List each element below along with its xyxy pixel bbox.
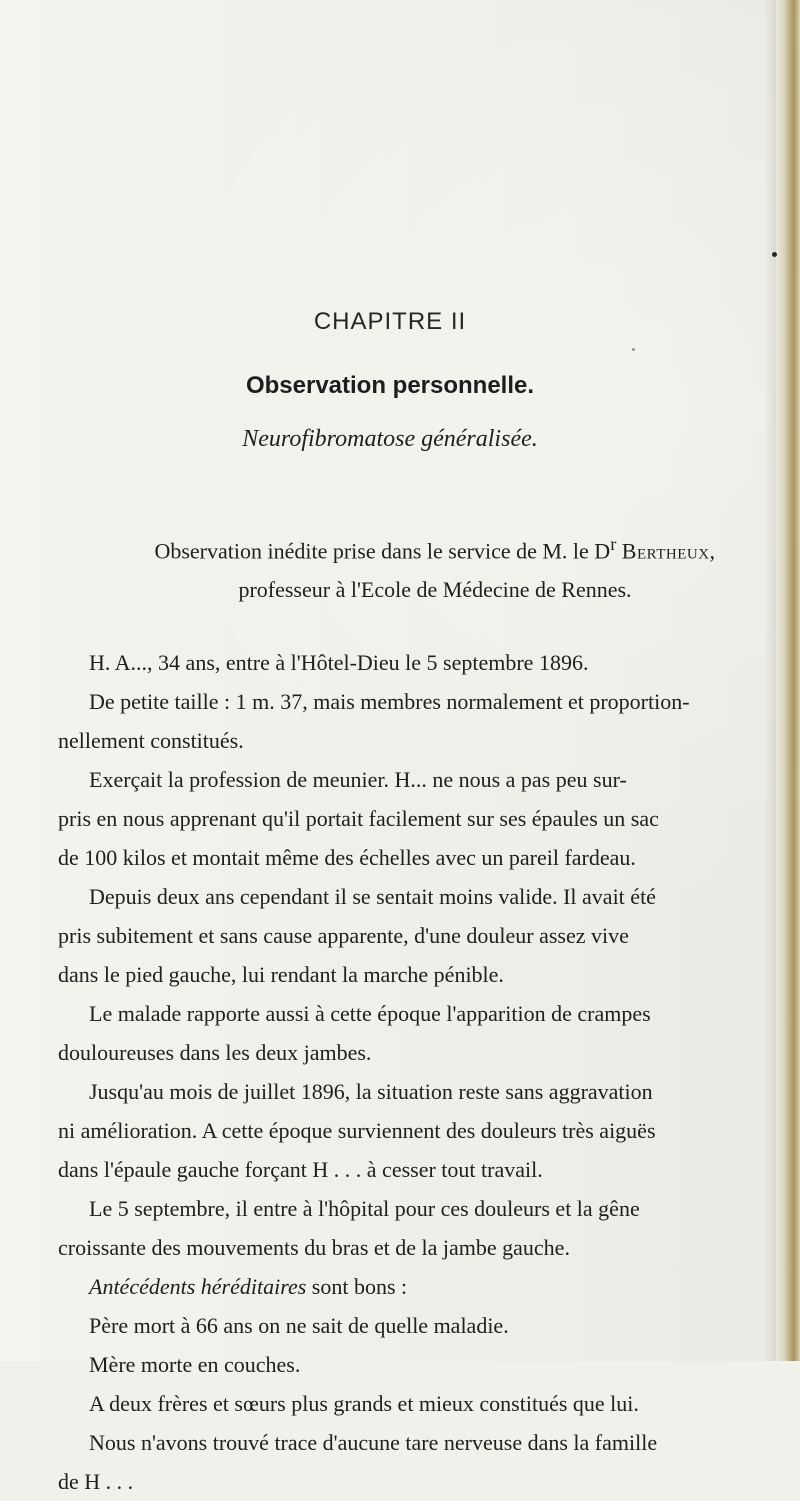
family-line: A deux frères et sœurs plus grands et mieux constitués que lui. (89, 1391, 639, 1416)
introduction (90, 525, 780, 609)
observation-body (58, 643, 781, 1501)
paragraph-line: H. A..., 34 ans, entre à l'Hôtel-Dieu le 5 septembre 1896. (89, 650, 589, 675)
doctor-superscript: r (610, 534, 617, 554)
family-line: de H . . . (58, 1469, 134, 1494)
family-line: Mère morte en couches. (89, 1352, 301, 1377)
paragraph-line: de 100 kilos et montait même des échelles avec un pareil fardeau. (58, 845, 636, 870)
antecedents-label: Antécédents héréditaires (89, 1274, 307, 1299)
paragraph-line: croissante des mouvements du bras et de la jambe gauche. (58, 1235, 570, 1260)
paragraph-line: De petite taille : 1 m. 37, mais membres normalement et proportion- (89, 689, 690, 714)
paper-speck (632, 348, 635, 351)
doctor-name: Bertheux, (621, 538, 716, 564)
paragraph-line: Jusqu'au mois de juillet 1896, la situation reste sans aggravation (89, 1079, 653, 1104)
paragraph-line: pris en nous apprenant qu'il portait facilement sur ses épaules un sac (58, 806, 659, 831)
paragraph-line: douloureuses dans les deux jambes. (58, 1040, 372, 1065)
antecedents-line (58, 1267, 781, 1306)
paragraph-line: Le 5 septembre, il entre à l'hôpital pour ces douleurs et la gêne (89, 1196, 640, 1221)
paragraph-line: nellement constitués. (58, 728, 244, 753)
chapter-title: CHAPITRE II (313, 308, 467, 335)
intro-text: Observation inédite prise dans le service de M. le D (154, 538, 611, 564)
paragraph-line: Exerçait la profession de meunier. H... ne nous a pas peu sur- (89, 767, 627, 792)
paragraph-line: dans l'épaule gauche forçant H . . . à cesser tout travail. (58, 1157, 543, 1182)
family-line: Nous n'avons trouvé trace d'aucune tare nerveuse dans la famille (89, 1430, 658, 1455)
family-line: Père mort à 66 ans on ne sait de quelle maladie. (89, 1313, 509, 1338)
paragraph-line: pris subitement et sans cause apparente, d'une douleur assez vive (58, 923, 629, 948)
intro-line-1 (90, 525, 780, 570)
section-title: Observation personnelle. (245, 372, 535, 399)
paragraph-line: dans le pied gauche, lui rendant la marche pénible. (58, 962, 504, 987)
paper-speck (772, 252, 777, 257)
antecedents-text: sont bons : (306, 1274, 408, 1299)
paragraph-line: Le malade rapporte aussi à cette époque l'apparition de crampes (89, 1001, 651, 1026)
paragraph-line: ni amélioration. A cette époque surviennent des douleurs très aiguës (58, 1118, 656, 1143)
intro-line-2: professeur à l'Ecole de Médecine de Rennes. (238, 577, 632, 603)
subtitle: Neurofibromatose généralisée. (242, 426, 538, 452)
paragraph-line: Depuis deux ans cependant il se sentait moins valide. Il avait été (89, 884, 656, 909)
